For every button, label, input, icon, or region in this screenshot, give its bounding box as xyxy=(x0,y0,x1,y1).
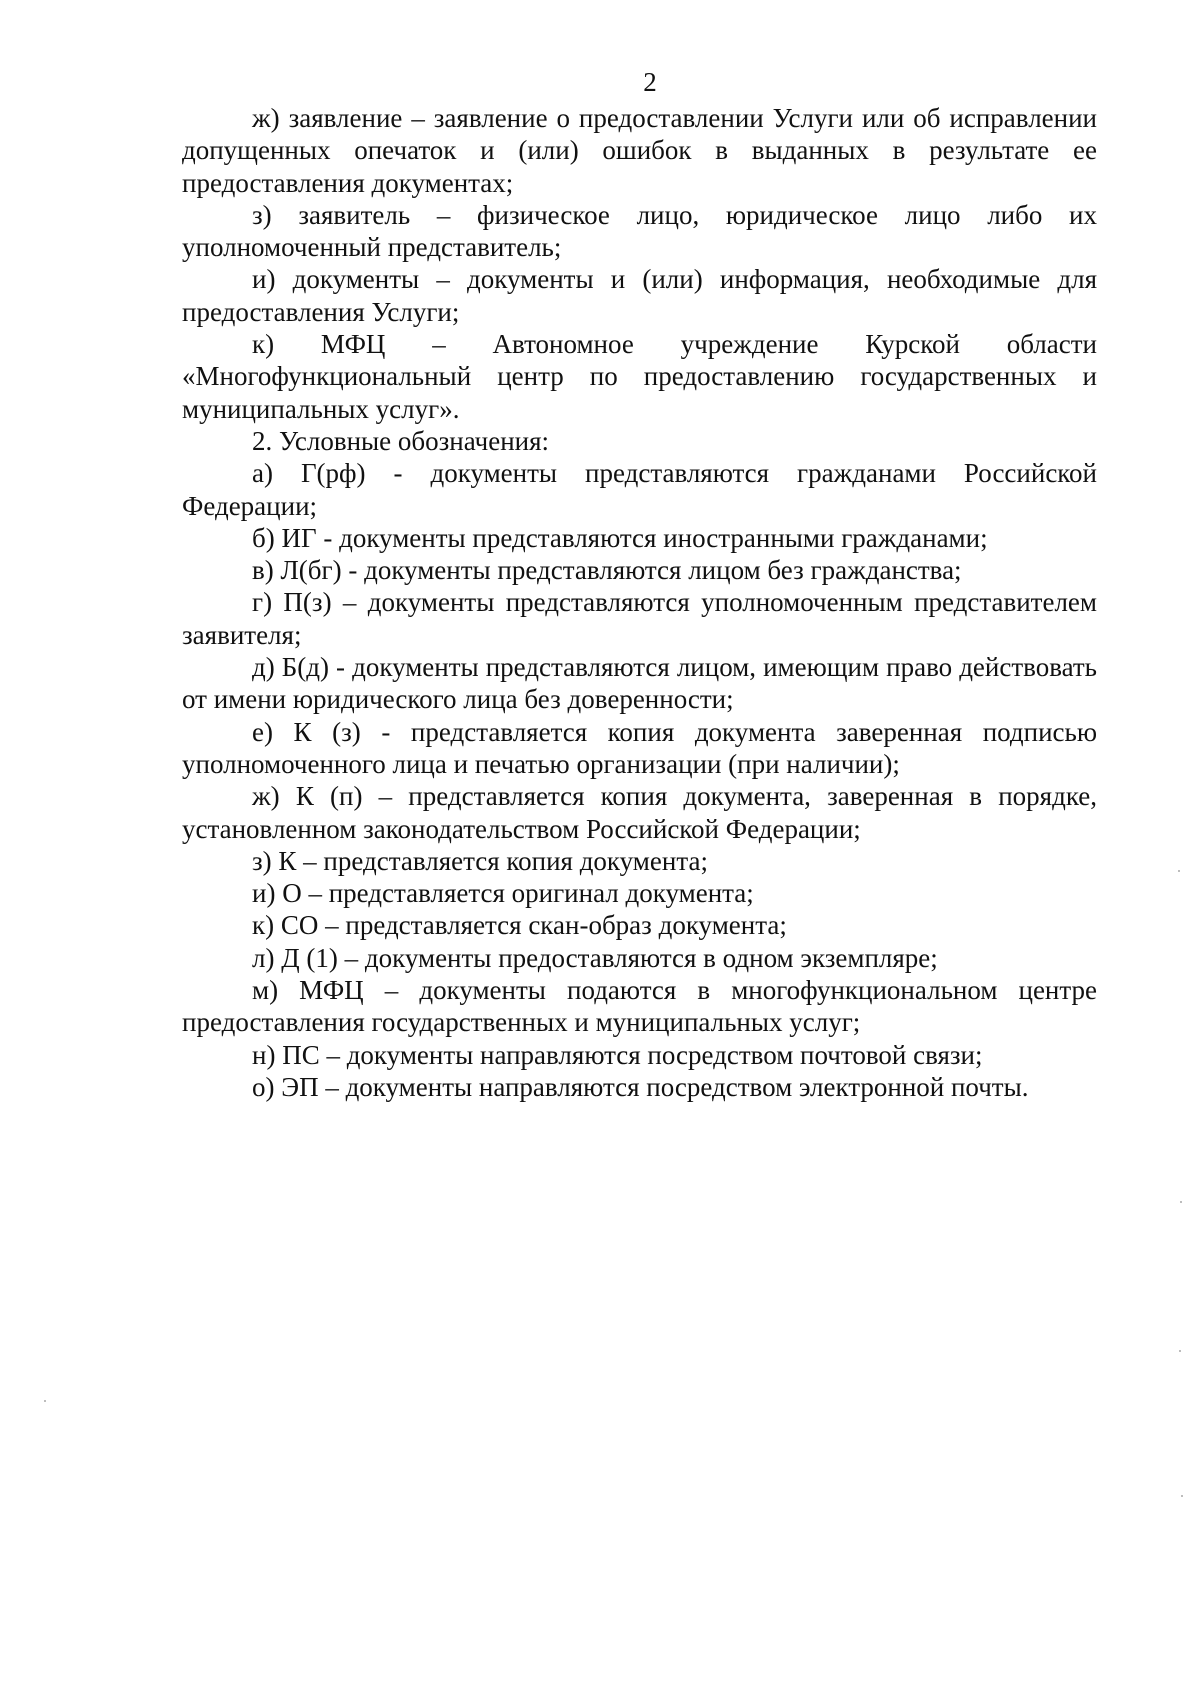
definition-mfc: к) МФЦ – Автономное учреждение Курской области «Многофункциональный центр по предоставлению государственных и муниципальных услуг». xyxy=(182,329,1097,424)
scan-speck xyxy=(1181,1495,1183,1497)
document-body xyxy=(182,102,1097,1103)
symbol-bd: д) Б(д) - документы представляются лицом, имеющим право действовать от имени юридического лица без доверенности; xyxy=(182,652,1097,715)
symbol-grf: а) Г(рф) - документы представляются гражданами Российской Федерации; xyxy=(182,458,1097,521)
symbol-o: и) О – представляется оригинал документа; xyxy=(252,878,754,909)
scan-speck xyxy=(44,1400,46,1402)
definition-documents: и) документы – документы и (или) информация, необходимые для предоставления Услуги; xyxy=(182,264,1097,327)
symbol-d1: л) Д (1) – документы предоставляются в одном экземпляре; xyxy=(252,942,938,973)
scan-speck xyxy=(1179,1350,1181,1352)
symbol-so: к) СО – представляется скан-образ документа; xyxy=(252,910,787,941)
scan-speck xyxy=(1180,1201,1182,1203)
symbol-ig: б) ИГ - документы представляются иностранными гражданами; xyxy=(252,522,988,553)
symbol-kz: е) К (з) - представляется копия документа заверенная подписью уполномоченного лица и печатью организации (при наличии); xyxy=(182,716,1097,779)
definition-applicant: з) заявитель – физическое лицо, юридическое лицо либо их уполномоченный представитель; xyxy=(182,199,1097,263)
scan-speck xyxy=(1178,870,1180,872)
symbol-ep: о) ЭП – документы направляются посредством электронной почты. xyxy=(252,1071,1029,1102)
symbol-kp: ж) К (п) – представляется копия документа, заверенная в порядке, установленном законодательством Российской Федерации; xyxy=(182,781,1097,844)
symbol-pz: г) П(з) – документы представляются уполномоченным представителем заявителя; xyxy=(182,587,1097,650)
symbol-lbg: в) Л(бг) - документы представляются лицом без гражданства; xyxy=(252,555,962,586)
symbol-ps: н) ПС – документы направляются посредством почтовой связи; xyxy=(252,1039,983,1070)
section-heading-symbols: 2. Условные обозначения: xyxy=(252,425,550,456)
page-number: 2 xyxy=(643,67,657,97)
symbol-mfc: м) МФЦ – документы подаются в многофункциональном центре предоставления государственных и муниципальных услуг; xyxy=(182,975,1097,1038)
symbol-k: з) К – представляется копия документа; xyxy=(252,845,708,876)
definition-application: ж) заявление – заявление о предоставлении Услуги или об исправлении допущенных опечаток и (или) ошибок в выданных в результате ее предоставления документах; xyxy=(182,103,1097,198)
